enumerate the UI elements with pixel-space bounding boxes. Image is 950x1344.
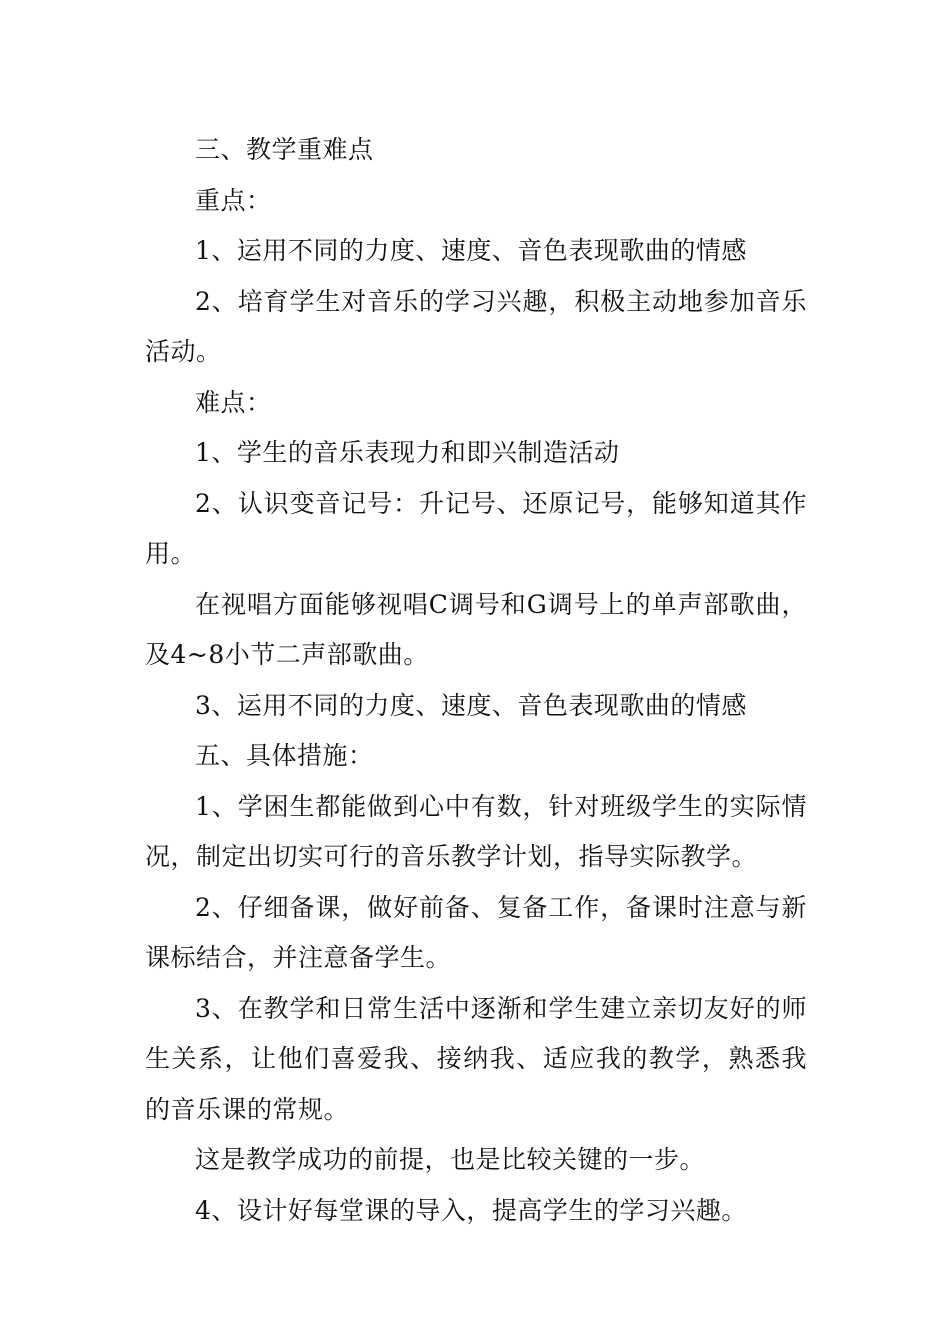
key-point-1: 1、运用不同的力度、速度、音色表现歌曲的情感 xyxy=(195,236,747,265)
section-heading-key-difficult-points: 三、教学重难点 xyxy=(195,135,374,164)
measure-2: 2、仔细备课，做好前备、复备工作，备课时注意与新课标结合，并注意备学生。 xyxy=(145,892,807,972)
measure-1: 1、学困生都能做到心中有数，针对班级学生的实际情况，制定出切实可行的音乐教学计划，指导实际教学。 xyxy=(145,791,807,871)
document-body xyxy=(145,125,807,1236)
key-point-2: 2、培育学生对音乐的学习兴趣，积极主动地参加音乐活动。 xyxy=(145,286,807,366)
sight-singing-paragraph: 在视唱方面能够视唱C调号和G调号上的单声部歌曲，及4~8小节二声部歌曲。 xyxy=(145,589,807,669)
key-points-label: 重点： xyxy=(195,185,272,215)
difficult-points-label: 难点： xyxy=(195,387,272,417)
difficult-point-3: 3、运用不同的力度、速度、音色表现歌曲的情感 xyxy=(195,690,747,720)
measure-3-note: 这是教学成功的前提，也是比较关键的一步。 xyxy=(195,1145,706,1174)
measure-3: 3、在教学和日常生活中逐渐和学生建立亲切友好的师生关系，让他们喜爱我、接纳我、适应我的教学，熟悉我的音乐课的常规。 xyxy=(145,993,807,1124)
difficult-point-1: 1、学生的音乐表现力和即兴制造活动 xyxy=(195,438,620,467)
difficult-point-2: 2、认识变音记号：升记号、还原记号，能够知道其作用。 xyxy=(145,488,807,568)
measure-4: 4、设计好每堂课的导入，提高学生的学习兴趣。 xyxy=(195,1195,747,1225)
section-heading-measures: 五、具体措施： xyxy=(195,741,374,770)
